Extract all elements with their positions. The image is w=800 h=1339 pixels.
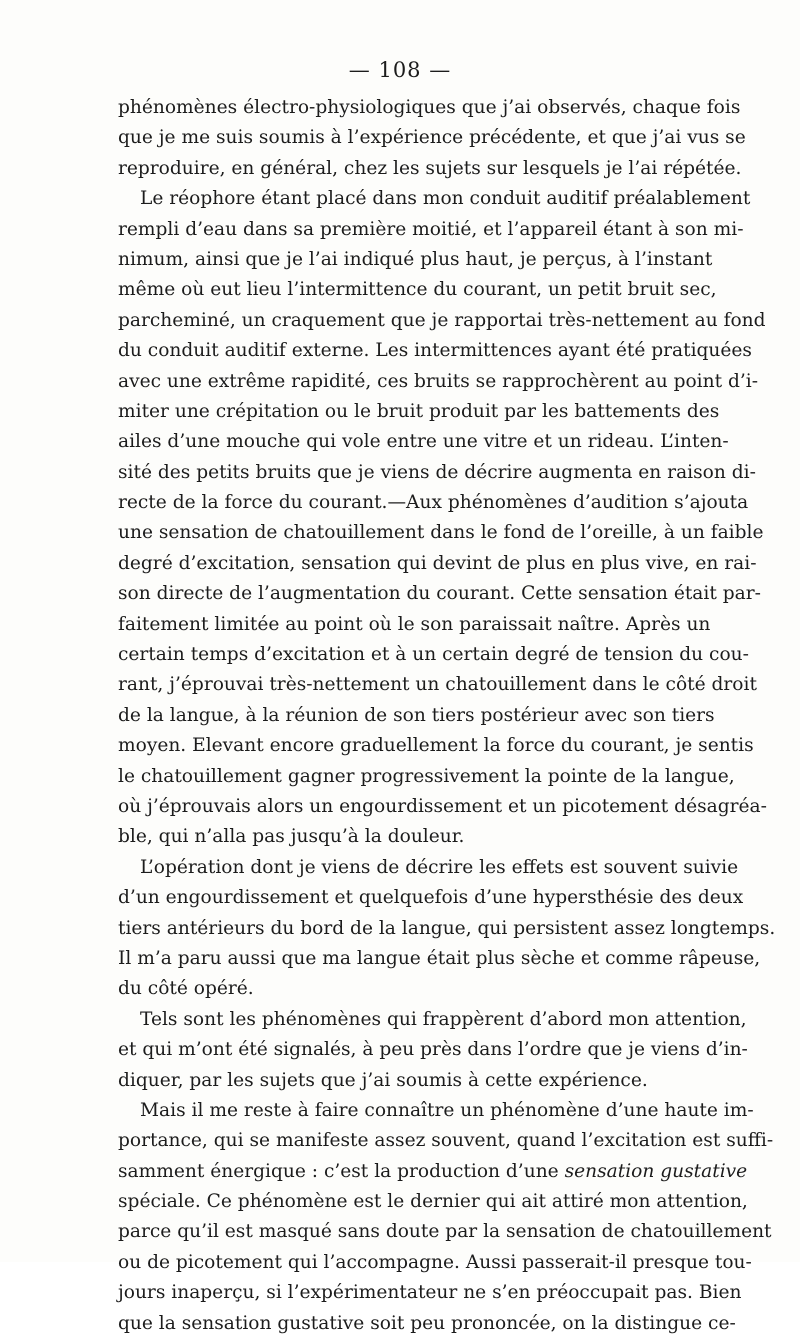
text-line: rempli d’eau dans sa première moitié, et l’appareil étant à son mi- xyxy=(118,218,744,240)
text-line: miter une crépitation ou le bruit produit par les battements des xyxy=(118,400,720,422)
text-line: et qui m’ont été signalés, à peu près dans l’ordre que je viens d’in- xyxy=(118,1039,748,1061)
text-line: rant, j’éprouvai très-nettement un chatouillement dans le côté droit xyxy=(118,674,757,696)
text-line: jours inaperçu, si l’expérimentateur ne s’en préoccupait pas. Bien xyxy=(118,1282,742,1304)
text-line: même où eut lieu l’intermittence du courant, un petit bruit sec, xyxy=(118,279,717,301)
page-number: — 108 — xyxy=(348,58,452,82)
text-line: diquer, par les sujets que j’ai soumis à cette expérience. xyxy=(118,1069,648,1091)
text-line: ble, qui n’alla pas jusqu’à la douleur. xyxy=(118,826,465,848)
text-line: faitement limitée au point où le son paraissait naître. Après un xyxy=(118,613,711,635)
text-line: moyen. Elevant encore graduellement la force du courant, je sentis xyxy=(118,735,754,757)
text-line: de la langue, à la réunion de son tiers postérieur avec son tiers xyxy=(118,704,715,726)
text-run: samment énergique : c’est la production d’une xyxy=(118,1160,565,1182)
italic-term: sensation gustative xyxy=(564,1160,748,1182)
text-line: L’opération dont je viens de décrire les effets est souvent suivie xyxy=(140,856,739,878)
text-line: que la sensation gustative soit peu prononcée, on la distingue ce- xyxy=(118,1312,736,1334)
text-line: degré d’excitation, sensation qui devint de plus en plus vive, en rai- xyxy=(118,552,757,574)
text-line: avec une extrême rapidité, ces bruits se rapprochèrent au point d’i- xyxy=(118,370,759,392)
text-line: parce qu’il est masqué sans doute par la sensation de chatouillement xyxy=(118,1221,772,1243)
body-text xyxy=(118,93,776,1339)
text-line: reproduire, en général, chez les sujets sur lesquels je l’ai répétée. xyxy=(118,157,742,179)
text-line: ou de picotement qui l’accompagne. Aussi passerait-il presque tou- xyxy=(118,1251,752,1273)
text-line: que je me suis soumis à l’expérience précédente, et que j’ai vus se xyxy=(118,127,746,149)
text-line: certain temps d’excitation et à un certain degré de tension du cou- xyxy=(118,644,749,666)
text-line: Le réophore étant placé dans mon conduit auditif préalablement xyxy=(140,188,751,210)
text-line: Tels sont les phénomènes qui frappèrent d’abord mon attention, xyxy=(140,1008,747,1030)
text-line: le chatouillement gagner progressivement la pointe de la langue, xyxy=(118,765,735,787)
text-line: nimum, ainsi que je l’ai indiqué plus haut, je perçus, à l’instant xyxy=(118,248,713,270)
text-line: phénomènes électro-physiologiques que j’ai observés, chaque fois xyxy=(118,97,741,118)
text-line: du conduit auditif externe. Les intermittences ayant été pratiquées xyxy=(118,340,752,362)
text-line: Il m’a paru aussi que ma langue était plus sèche et comme râpeuse, xyxy=(118,947,761,969)
text-line: une sensation de chatouillement dans le fond de l’oreille, à un faible xyxy=(118,522,764,544)
text-line: parcheminé, un craquement que je rapportai très-nettement au fond xyxy=(118,309,766,331)
text-line: portance, qui se manifeste assez souvent, quand l’excitation est suffi- xyxy=(118,1130,774,1152)
text-line: Mais il me reste à faire connaître un phénomène d’une haute im- xyxy=(140,1099,754,1121)
text-line: où j’éprouvais alors un engourdissement et un picotement désagréa- xyxy=(118,795,767,817)
text-line: recte de la force du courant.—Aux phénomènes d’audition s’ajouta xyxy=(118,492,749,514)
text-line xyxy=(118,1157,748,1187)
text-line: sité des petits bruits que je viens de décrire augmenta en raison di- xyxy=(118,461,756,483)
text-line: ailes d’une mouche qui vole entre une vitre et un rideau. L’inten- xyxy=(118,431,729,453)
text-line: son directe de l’augmentation du courant. Cette sensation était par- xyxy=(118,583,761,605)
text-line: d’un engourdissement et quelquefois d’une hypersthésie des deux xyxy=(118,887,744,909)
text-line: tiers antérieurs du bord de la langue, qui persistent assez longtemps. xyxy=(118,917,776,939)
text-line: spéciale. Ce phénomène est le dernier qui ait attiré mon attention, xyxy=(118,1191,748,1213)
text-line: du côté opéré. xyxy=(118,978,254,1000)
